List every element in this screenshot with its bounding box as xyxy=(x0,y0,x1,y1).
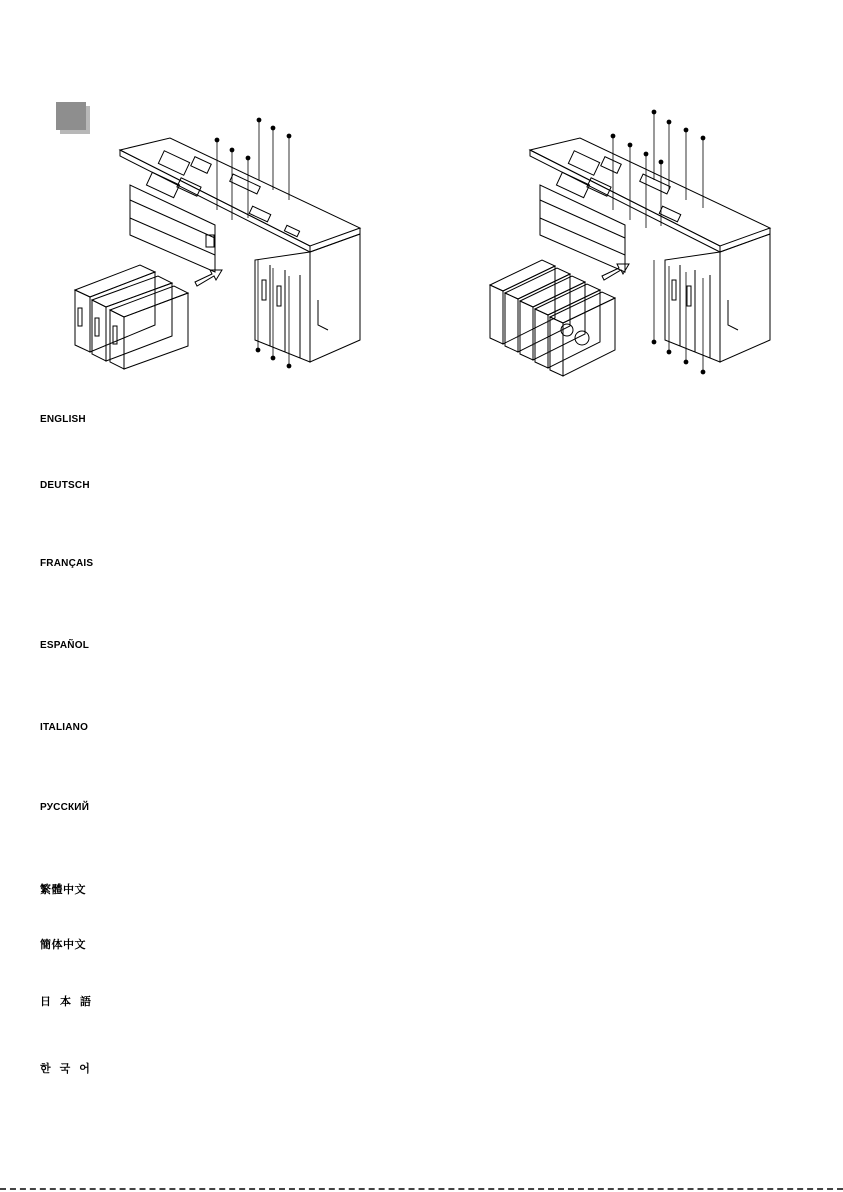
drive-bay-rail xyxy=(540,218,625,255)
plate-cutout xyxy=(640,174,671,194)
plate-cutout xyxy=(556,172,589,197)
language-heading-korean: 한국어 xyxy=(40,1062,99,1075)
language-heading-japanese: 日本語 xyxy=(40,995,100,1008)
language-heading-simp-chinese: 簡体中文 xyxy=(40,938,86,951)
plate-cutout xyxy=(191,157,212,174)
language-heading-italiano: ITALIANO xyxy=(40,722,89,733)
drive-cage-side xyxy=(720,234,770,362)
language-heading-francais: FRANÇAIS xyxy=(40,558,94,569)
language-heading-deutsch: DEUTSCH xyxy=(40,480,90,491)
plate-cutout xyxy=(146,172,179,197)
hard-drives-stack xyxy=(490,260,615,376)
illustration-five-drives xyxy=(470,100,780,390)
cage-side-cutout xyxy=(728,300,738,330)
cage-handle xyxy=(277,286,281,306)
insert-arrow xyxy=(195,270,222,286)
plate-cutout xyxy=(601,157,622,174)
drive-cage-side xyxy=(310,234,360,362)
language-heading-russian: РУССКИЙ xyxy=(40,802,90,813)
cage-handle xyxy=(262,280,266,300)
drive-cage-front xyxy=(255,252,310,362)
hard-drives-stack xyxy=(75,265,188,369)
drive-cage-front xyxy=(665,252,720,362)
language-heading-trad-chinese: 繁體中文 xyxy=(40,883,86,896)
plate-cutout xyxy=(230,174,261,194)
plate-cutout xyxy=(249,206,271,222)
bottom-dashed-rule xyxy=(0,1188,843,1190)
language-heading-english: ENGLISH xyxy=(40,414,86,425)
screws xyxy=(215,118,291,368)
cage-handle xyxy=(687,286,691,306)
illustration-three-drives xyxy=(60,100,370,390)
cage-handle xyxy=(672,280,676,300)
drive-bay-rail xyxy=(130,218,215,255)
plate-cutout xyxy=(659,206,681,222)
cage-side-cutout xyxy=(318,300,328,330)
plate-cutout xyxy=(284,225,299,236)
language-heading-espanol: ESPAÑOL xyxy=(40,640,89,651)
